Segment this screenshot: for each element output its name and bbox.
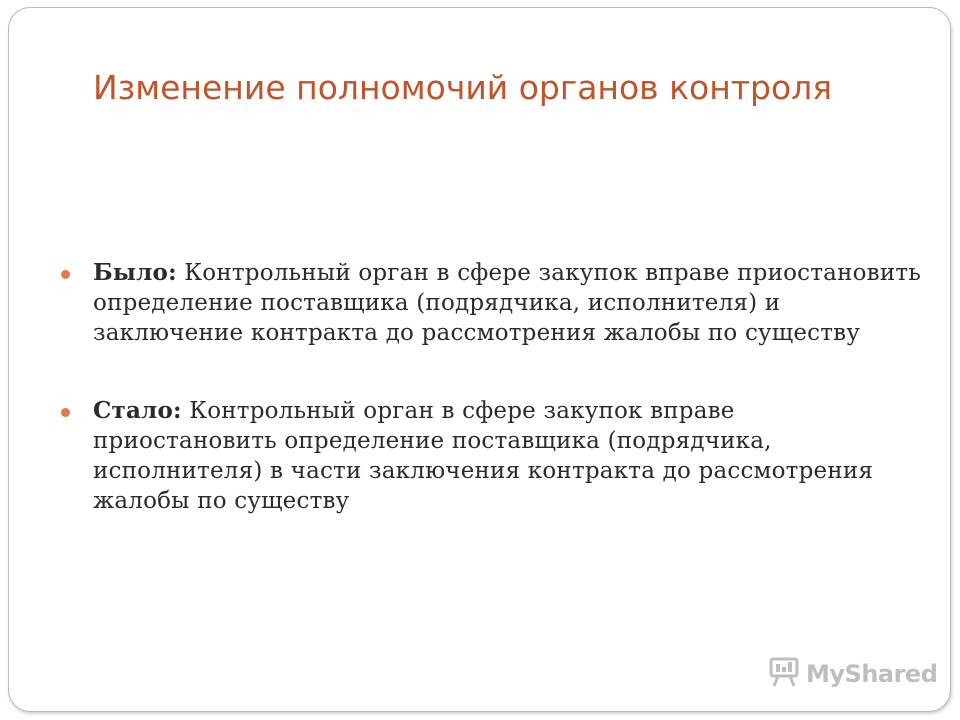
bullet-icon (61, 270, 70, 279)
slide-title: Изменение полномочий органов контроля (93, 68, 833, 107)
myshared-watermark (768, 658, 937, 690)
watermark-text: MyShared (806, 660, 938, 688)
presentation-board-icon (768, 657, 800, 692)
slide (8, 7, 951, 712)
bullet-icon (61, 408, 70, 417)
bullet-text-before: Контрольный орган в сфере закупок вправе приостановить определение поставщика (подрядчика, исполнителя) и заключение контракта до рассмотрения жалобы по существу (93, 260, 921, 346)
bullet-lead-before: Было: (93, 259, 177, 286)
bullet-list (83, 258, 923, 516)
bullet-item-after (83, 396, 923, 516)
bullet-lead-after: Стало: (93, 397, 182, 424)
bullet-text-after: Контрольный орган в сфере закупок вправе приостановить определение поставщика (подрядчика, исполнителя) в части заключения контракта до рассмотрения жалобы по существу (93, 398, 874, 514)
bullet-item-before (83, 258, 923, 348)
